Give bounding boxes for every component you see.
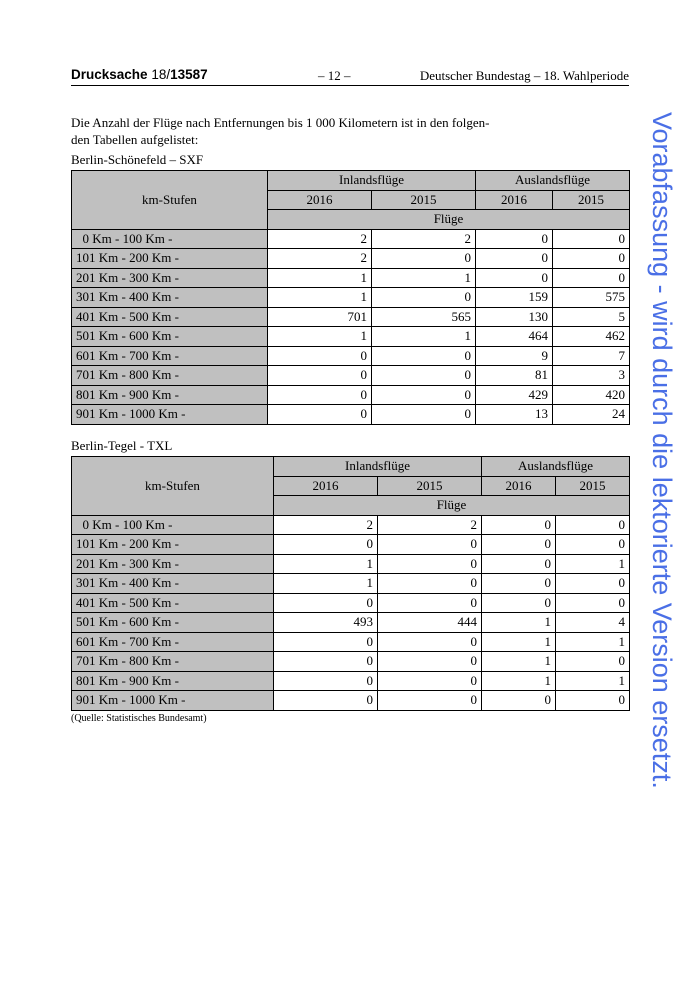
flight-count: 0 xyxy=(268,366,372,386)
group-header-domestic: Inlandsflüge xyxy=(268,171,476,191)
table-row xyxy=(72,574,630,594)
flight-count: 0 xyxy=(274,593,378,613)
flight-count: 0 xyxy=(482,691,556,711)
flight-count: 0 xyxy=(274,535,378,555)
table-row xyxy=(72,613,630,633)
flight-count: 81 xyxy=(476,366,553,386)
distance-band: 401 Km - 500 Km - xyxy=(72,307,268,327)
year-header: 2016 xyxy=(268,190,372,210)
unit-header: Flüge xyxy=(274,496,630,516)
flight-count: 1 xyxy=(482,652,556,672)
table-row xyxy=(72,652,630,672)
table-row xyxy=(72,632,630,652)
flight-count: 493 xyxy=(274,613,378,633)
table-row xyxy=(72,307,630,327)
flight-count: 444 xyxy=(378,613,482,633)
distance-band: 701 Km - 800 Km - xyxy=(72,652,274,672)
flight-count: 9 xyxy=(476,346,553,366)
flight-count: 462 xyxy=(553,327,630,347)
flight-count: 0 xyxy=(553,268,630,288)
flight-count: 0 xyxy=(476,249,553,269)
flight-count: 464 xyxy=(476,327,553,347)
flight-count: 0 xyxy=(553,229,630,249)
distance-band: 901 Km - 1000 Km - xyxy=(72,405,268,425)
distance-band: 401 Km - 500 Km - xyxy=(72,593,274,613)
flight-count: 0 xyxy=(482,574,556,594)
flight-count: 0 xyxy=(378,554,482,574)
year-header: 2016 xyxy=(476,190,553,210)
flight-count: 130 xyxy=(476,307,553,327)
flight-count: 420 xyxy=(553,385,630,405)
distance-band: 201 Km - 300 Km - xyxy=(72,554,274,574)
flight-count: 0 xyxy=(556,593,630,613)
flight-count: 1 xyxy=(268,268,372,288)
table-row xyxy=(72,249,630,269)
flight-count: 0 xyxy=(274,652,378,672)
table-row xyxy=(72,366,630,386)
table-row xyxy=(72,268,630,288)
table-row xyxy=(72,327,630,347)
flight-count: 0 xyxy=(268,346,372,366)
flight-count: 2 xyxy=(268,229,372,249)
distance-band: 501 Km - 600 Km - xyxy=(72,327,268,347)
flight-count: 0 xyxy=(476,268,553,288)
flight-count: 0 xyxy=(556,652,630,672)
flight-count: 159 xyxy=(476,288,553,308)
flight-count: 0 xyxy=(268,405,372,425)
year-header: 2015 xyxy=(372,190,476,210)
flight-count: 1 xyxy=(268,327,372,347)
flight-count: 1 xyxy=(482,671,556,691)
flight-count: 0 xyxy=(274,632,378,652)
flight-count: 1 xyxy=(274,574,378,594)
flight-count: 0 xyxy=(274,691,378,711)
document-number: Drucksache 18/13587 xyxy=(71,67,208,82)
flight-count: 0 xyxy=(482,515,556,535)
source-note: (Quelle: Statistisches Bundesamt) xyxy=(71,713,207,724)
year-header: 2016 xyxy=(274,476,378,496)
flight-count: 1 xyxy=(482,632,556,652)
flight-count: 4 xyxy=(556,613,630,633)
flight-count: 0 xyxy=(378,593,482,613)
table-caption-txl: Berlin-Tegel - TXL xyxy=(71,438,173,453)
flight-count: 0 xyxy=(268,385,372,405)
flight-count: 0 xyxy=(553,249,630,269)
flight-count: 0 xyxy=(378,574,482,594)
flight-count: 565 xyxy=(372,307,476,327)
flight-count: 575 xyxy=(553,288,630,308)
table-row xyxy=(72,671,630,691)
flight-count: 24 xyxy=(553,405,630,425)
distance-band: 801 Km - 900 Km - xyxy=(72,671,274,691)
flight-count: 0 xyxy=(372,405,476,425)
flight-count: 1 xyxy=(274,554,378,574)
distance-band: 201 Km - 300 Km - xyxy=(72,268,268,288)
year-header: 2015 xyxy=(378,476,482,496)
year-header: 2015 xyxy=(553,190,630,210)
flight-count: 0 xyxy=(372,346,476,366)
flight-count: 1 xyxy=(556,632,630,652)
table-row xyxy=(72,405,630,425)
table-row xyxy=(72,554,630,574)
flight-count: 5 xyxy=(553,307,630,327)
flight-count: 7 xyxy=(553,346,630,366)
table-row xyxy=(72,385,630,405)
flight-count: 0 xyxy=(482,535,556,555)
group-header-international: Auslandsflüge xyxy=(476,171,630,191)
distance-band: 901 Km - 1000 Km - xyxy=(72,691,274,711)
page-number: – 12 – xyxy=(318,68,351,83)
year-header: 2016 xyxy=(482,476,556,496)
intro-paragraph: Die Anzahl der Flüge nach Entfernungen bis 1 000 Kilometern ist in den folgen-den Tabellen aufgelistet: xyxy=(71,115,490,147)
draft-watermark: Vorabfassung - wird durch die lektorierte Version ersetzt. xyxy=(647,112,677,789)
page-header xyxy=(71,67,629,86)
flight-count: 0 xyxy=(556,515,630,535)
institution-label: Deutscher Bundestag – 18. Wahlperiode xyxy=(419,68,629,83)
flight-count: 0 xyxy=(556,535,630,555)
flight-count: 0 xyxy=(378,652,482,672)
distance-band: 0 Km - 100 Km - xyxy=(72,515,274,535)
col-header-km: km-Stufen xyxy=(72,457,274,516)
table-row xyxy=(72,288,630,308)
distance-band: 0 Km - 100 Km - xyxy=(72,229,268,249)
table-row xyxy=(72,593,630,613)
flights-table-sxf xyxy=(71,170,630,425)
flight-count: 0 xyxy=(482,554,556,574)
flight-count: 0 xyxy=(378,535,482,555)
header-row-groups xyxy=(72,457,630,477)
col-header-km: km-Stufen xyxy=(72,171,268,230)
distance-band: 801 Km - 900 Km - xyxy=(72,385,268,405)
distance-band: 101 Km - 200 Km - xyxy=(72,249,268,269)
flight-count: 0 xyxy=(482,593,556,613)
flight-count: 13 xyxy=(476,405,553,425)
table-row xyxy=(72,346,630,366)
flight-count: 0 xyxy=(476,229,553,249)
flight-count: 0 xyxy=(378,671,482,691)
distance-band: 601 Km - 700 Km - xyxy=(72,632,274,652)
flight-count: 701 xyxy=(268,307,372,327)
table-caption-sxf: Berlin-Schönefeld – SXF xyxy=(71,152,204,167)
table-row xyxy=(72,515,630,535)
flight-count: 3 xyxy=(553,366,630,386)
flight-count: 0 xyxy=(372,249,476,269)
flight-count: 0 xyxy=(378,691,482,711)
table-row xyxy=(72,691,630,711)
flight-count: 1 xyxy=(268,288,372,308)
flight-count: 1 xyxy=(556,671,630,691)
group-header-international: Auslandsflüge xyxy=(482,457,630,477)
distance-band: 501 Km - 600 Km - xyxy=(72,613,274,633)
distance-band: 601 Km - 700 Km - xyxy=(72,346,268,366)
flight-count: 0 xyxy=(372,385,476,405)
flight-count: 0 xyxy=(372,366,476,386)
flight-count: 2 xyxy=(372,229,476,249)
flight-count: 1 xyxy=(556,554,630,574)
flight-count: 0 xyxy=(556,574,630,594)
table-row xyxy=(72,229,630,249)
flights-table-txl xyxy=(71,456,630,711)
distance-band: 101 Km - 200 Km - xyxy=(72,535,274,555)
flight-count: 1 xyxy=(372,268,476,288)
flight-count: 0 xyxy=(372,288,476,308)
flight-count: 2 xyxy=(378,515,482,535)
distance-band: 301 Km - 400 Km - xyxy=(72,574,274,594)
table-row xyxy=(72,535,630,555)
flight-count: 1 xyxy=(482,613,556,633)
flight-count: 429 xyxy=(476,385,553,405)
distance-band: 301 Km - 400 Km - xyxy=(72,288,268,308)
flight-count: 1 xyxy=(372,327,476,347)
distance-band: 701 Km - 800 Km - xyxy=(72,366,268,386)
flight-count: 0 xyxy=(378,632,482,652)
flight-count: 2 xyxy=(268,249,372,269)
flight-count: 2 xyxy=(274,515,378,535)
unit-header: Flüge xyxy=(268,210,630,230)
flight-count: 0 xyxy=(556,691,630,711)
year-header: 2015 xyxy=(556,476,630,496)
header-row-groups xyxy=(72,171,630,191)
flight-count: 0 xyxy=(274,671,378,691)
group-header-domestic: Inlandsflüge xyxy=(274,457,482,477)
